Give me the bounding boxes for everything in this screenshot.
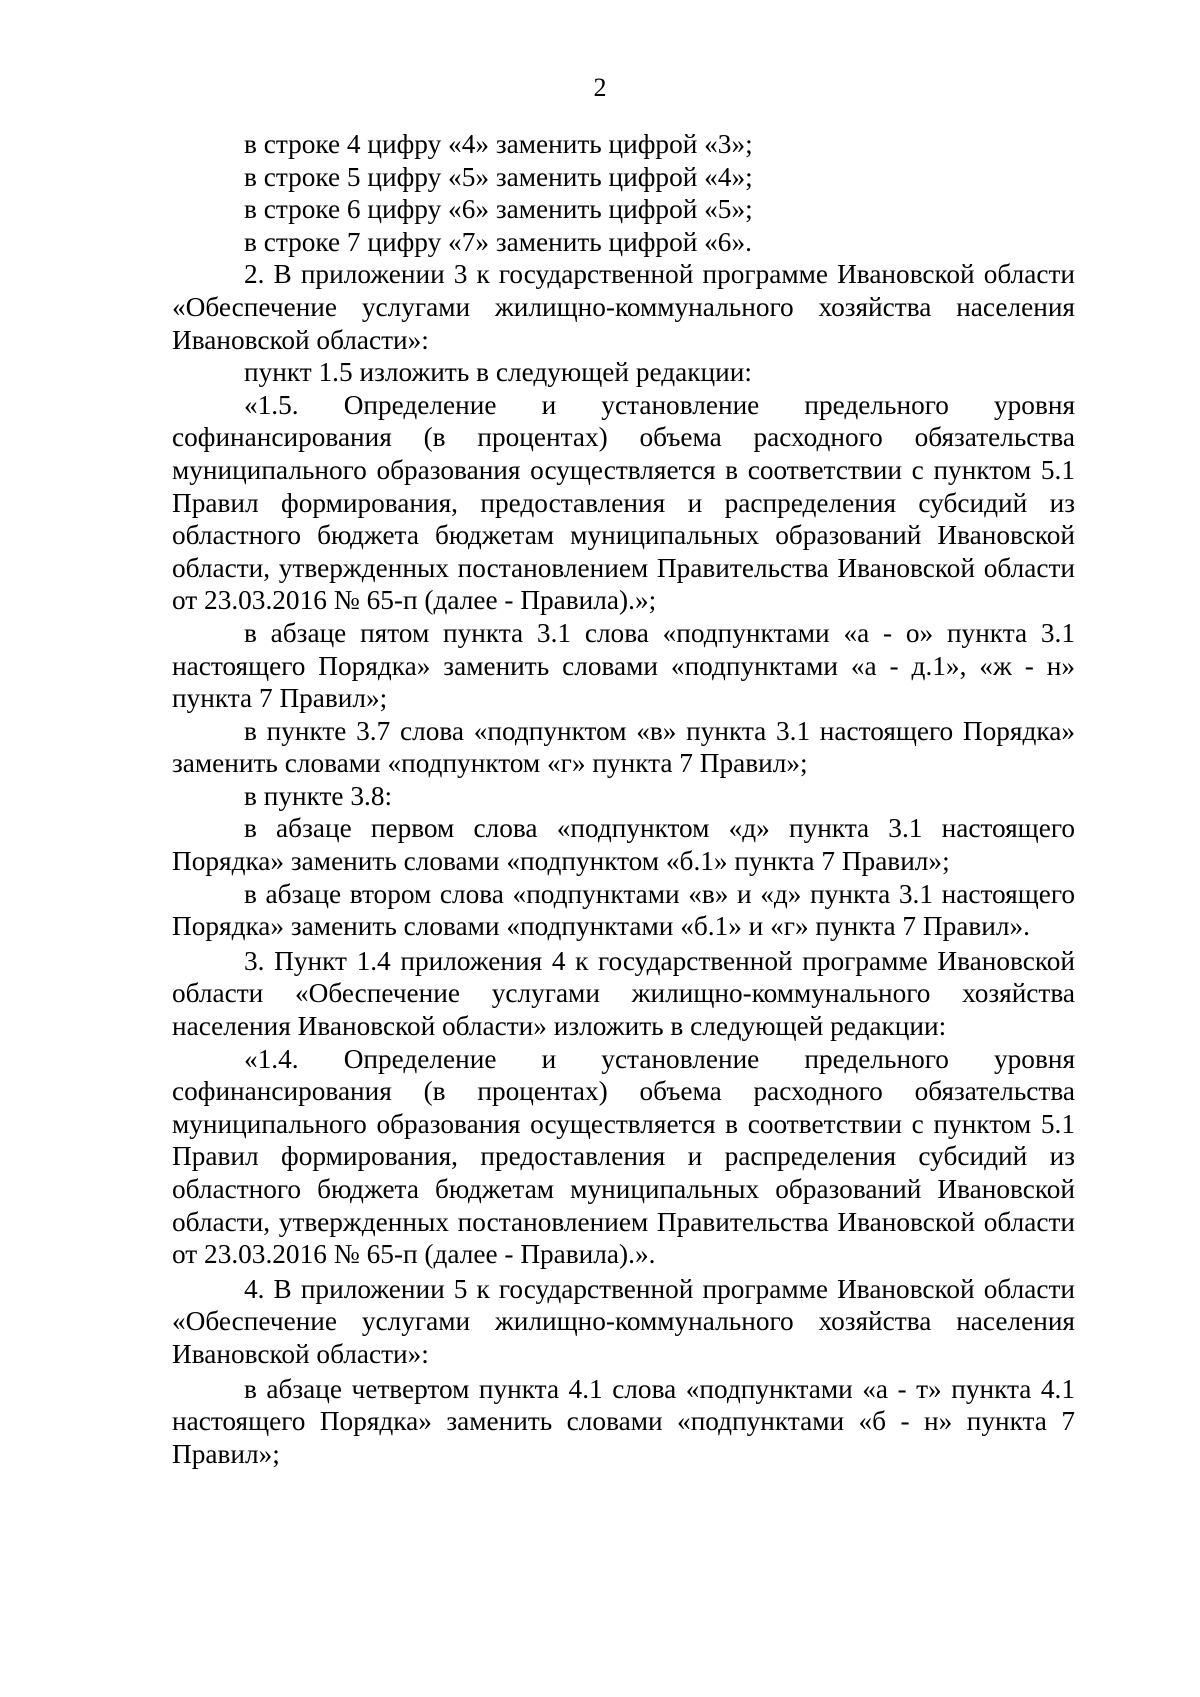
paragraph-point-3-8-first: в абзаце первом слова «подпунктом «д» пункта 3.1 настоящего Порядка» заменить словами «подпунктом «б.1» пункта 7 Правил»; <box>172 813 1075 877</box>
page-number: 2 <box>593 73 607 102</box>
paragraph-row-7: в строке 7 цифру «7» заменить цифрой «6». <box>244 226 752 257</box>
paragraph-point-3-7: в пункте 3.7 слова «подпунктом «в» пункта 3.1 настоящего Порядка» заменить словами «подпунктом «г» пункта 7 Правил»; <box>172 715 1075 779</box>
paragraph-point-4-1: в абзаце четвертом пункта 4.1 слова «подпунктами «а - т» пункта 4.1 настоящего Порядка» заменить словами «подпунктами «б - н» пункта 7 Правил»; <box>172 1373 1075 1469</box>
paragraph-point-1-4-text: «1.4. Определение и установление предельного уровня софинансирования (в процентах) объема расходного обязательства муниципального образования осуществляется в соответствии с пунктом 5.1 Правил формирования, предоставления и распределения субсидий из областного бюджета бюджетам муниципальных образований Ивановской области, утвержденных постановлением Правительства Ивановской области от 23.03.2016 № 65-п (далее - Правила).». <box>172 1043 1075 1270</box>
paragraph-point-3-1: в абзаце пятом пункта 3.1 слова «подпунктами «а - о» пункта 3.1 настоящего Порядка» заменить словами «подпунктами «а - д.1», «ж - н» пункта 7 Правил»; <box>172 617 1075 714</box>
paragraph-row-6: в строке 6 цифру «6» заменить цифрой «5»; <box>244 194 753 225</box>
document-body <box>172 128 1075 1470</box>
paragraph-item-3: 3. Пункт 1.4 приложения 4 к государственной программе Ивановской области «Обеспечение услугами жилищно-коммунального хозяйства населения Ивановской области» изложить в следующей редакции: <box>172 945 1075 1042</box>
paragraph-point-3-8-second: в абзаце втором слова «подпунктами «в» и «д» пункта 3.1 настоящего Порядка» заменить словами «подпунктами «б.1» и «г» пункта 7 Правил». <box>172 878 1075 942</box>
paragraph-row-4: в строке 4 цифру «4» заменить цифрой «3»; <box>244 129 753 159</box>
paragraph-point-1-5-intro: пункт 1.5 изложить в следующей редакции: <box>244 357 752 388</box>
paragraph-item-4: 4. В приложении 5 к государственной программе Ивановской области «Обеспечение услугами жилищно-коммунального хозяйства населения Ивановской области»: <box>172 1273 1075 1369</box>
paragraph-point-1-5-text: «1.5. Определение и установление предельного уровня софинансирования (в процентах) объема расходного обязательства муниципального образования осуществляется в соответствии с пунктом 5.1 Правил формирования, предоставления и распределения субсидий из областного бюджета бюджетам муниципальных образований Ивановской области, утвержденных постановлением Правительства Ивановской области от 23.03.2016 № 65-п (далее - Правила).»; <box>172 389 1075 616</box>
paragraph-point-3-8: в пункте 3.8: <box>244 780 393 811</box>
paragraph-row-5: в строке 5 цифру «5» заменить цифрой «4»; <box>244 161 753 192</box>
paragraph-item-2: 2. В приложении 3 к государственной программе Ивановской области «Обеспечение услугами жилищно-коммунального хозяйства населения Ивановской области»: <box>172 259 1075 355</box>
